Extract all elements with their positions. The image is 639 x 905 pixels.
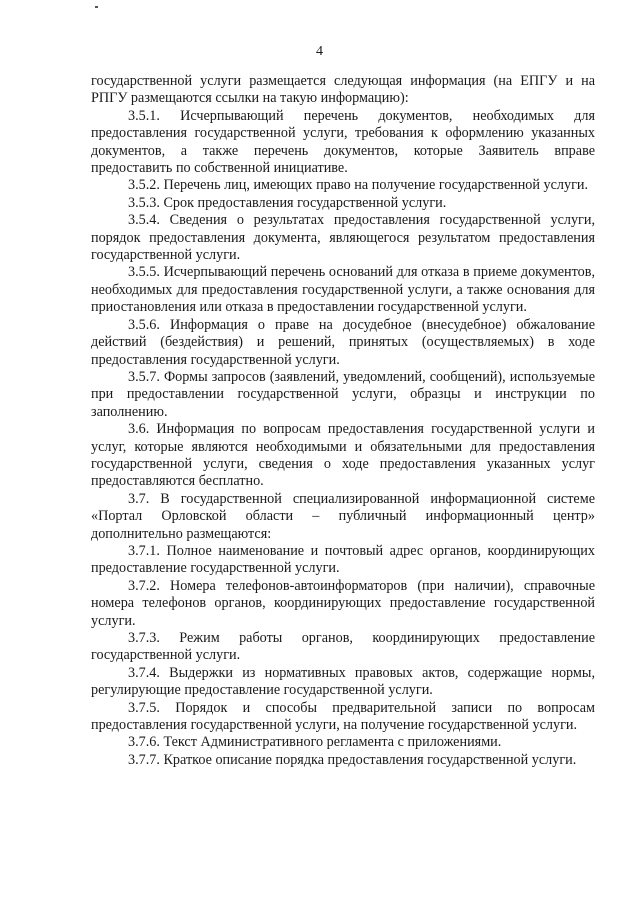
paragraph: 3.7.4. Выдержки из нормативных правовых актов, содержащие нормы, регулирующие предоставление государственной услуги. <box>91 664 595 699</box>
paragraph: 3.7. В государственной специализированной информационной системе «Портал Орловской области – публичный информационный центр» дополнительно размещаются: <box>91 490 595 542</box>
paragraph: 3.5.4. Сведения о результатах предоставления государственной услуги, порядок предоставления документа, являющегося результатом предоставления государственной услуги. <box>91 212 595 264</box>
paragraph: 3.5.7. Формы запросов (заявлений, уведомлений, сообщений), используемые при предоставлении государственной услуги, образцы и инструкции по заполнению. <box>91 368 595 420</box>
paragraph: государственной услуги размещается следующая информация (на ЕПГУ и на РПГУ размещаются ссылки на такую информацию): <box>91 73 595 107</box>
paragraph: 3.6. Информация по вопросам предоставления государственной услуги и услуг, которые являются необходимыми и обязательными для предоставления государственной услуги, сведения о ходе предоставления указанных услуг предоставляются бесплатно. <box>91 421 595 490</box>
paragraph: 3.7.6. Текст Административного регламента с приложениями. <box>128 734 502 751</box>
paragraph: 3.5.2. Перечень лиц, имеющих право на получение государственной услуги. <box>128 177 589 194</box>
paragraph: 3.5.6. Информация о праве на досудебное (внесудебное) обжалование действий (бездействия) и решений, принятых (осуществляемых) в ходе предоставления государственной услуги. <box>91 316 595 368</box>
scan-artifact <box>95 6 98 8</box>
page-number: 4 <box>316 44 323 59</box>
document-body <box>91 73 595 769</box>
paragraph: 3.7.3. Режим работы органов, координирующих предоставление государственной услуги. <box>91 630 595 664</box>
paragraph: 3.5.1. Исчерпывающий перечень документов, необходимых для предоставления государственной услуги, требования к оформлению указанных документов, а также перечень документов, которые Заявитель вправе предоставить по собственной инициативе. <box>91 107 595 177</box>
paragraph: 3.7.2. Номера телефонов-автоинформаторов (при наличии), справочные номера телефонов органов, координирующих предоставление государственной услуги. <box>91 577 595 629</box>
paragraph: 3.7.5. Порядок и способы предварительной записи по вопросам предоставления государственной услуги, на получение государственной услуги. <box>91 699 595 734</box>
paragraph: 3.7.7. Краткое описание порядка предоставления государственной услуги. <box>128 751 577 768</box>
paragraph: 3.5.3. Срок предоставления государственной услуги. <box>128 194 447 211</box>
paragraph: 3.5.5. Исчерпывающий перечень оснований для отказа в приеме документов, необходимых для предоставления государственной услуги, а также основания для приостановления или отказа в предоставлении государственной услуги. <box>91 264 595 316</box>
paragraph: 3.7.1. Полное наименование и почтовый адрес органов, координирующих предоставление государственной услуги. <box>91 542 595 577</box>
